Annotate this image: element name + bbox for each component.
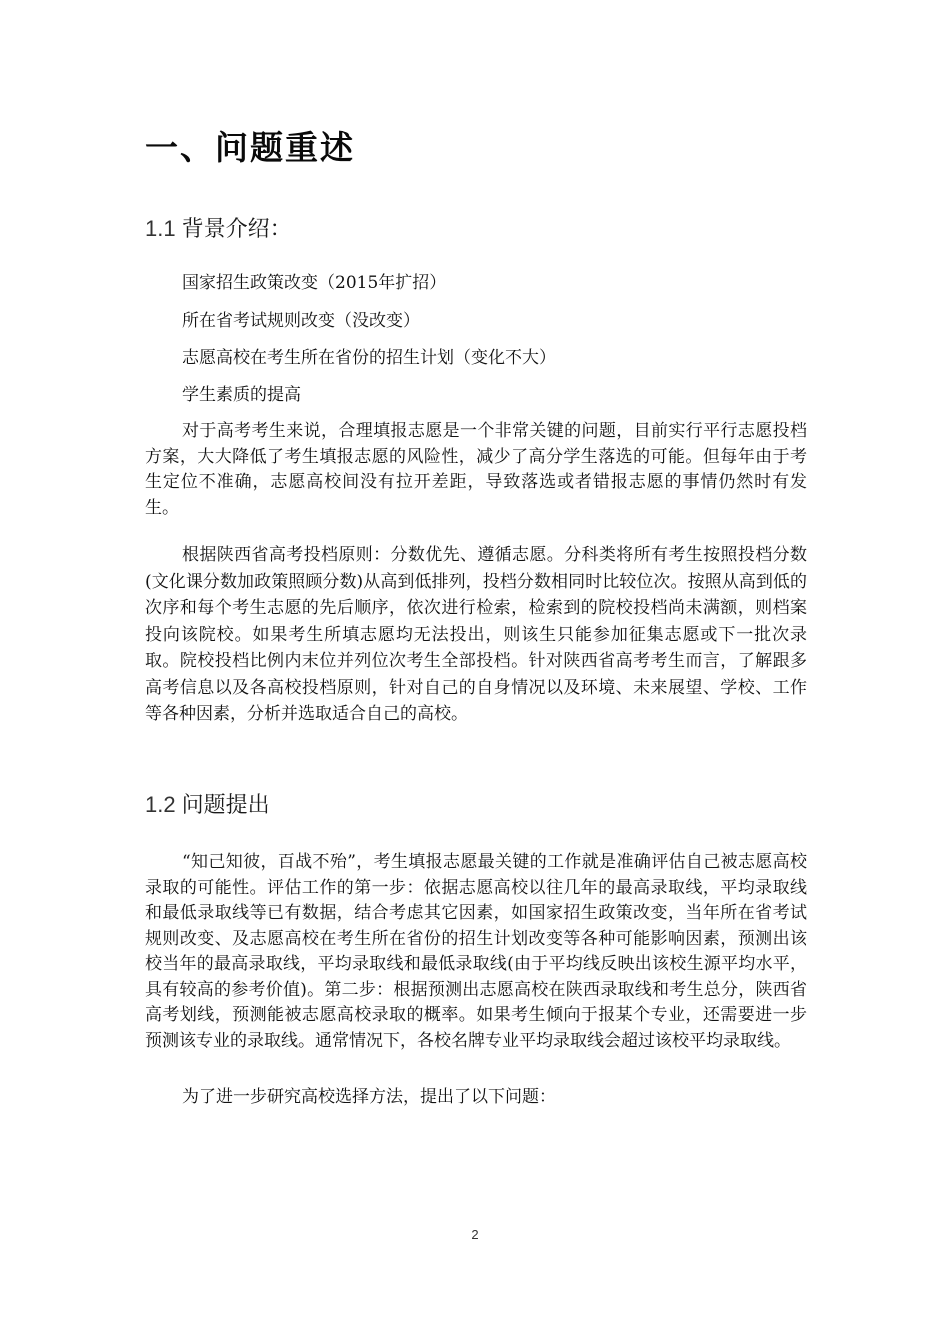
factor-item: 志愿高校在考生所在省份的招生计划（变化不大）	[182, 348, 556, 368]
paragraph-evaluation: “知己知彼，百战不殆”，考生填报志愿最关键的工作就是准确评估自己被志愿高校录取的可能性。评估工作的第一步：依据志愿高校以往几年的最高录取线，平均录取线和最低录取线等已有数据，结合考虑其它因素，如国家招生政策改变，当年所在省考试规则改变、及志愿高校在考生所在省份的招生计划改变等各种可能影响因素，预测出该校当年的最高录取线，平均录取线和最低录取线(由于平均线反映出该校生源平均水平，具有较高的参考价值)。第二步：根据预测出志愿高校在陕西录取线和考生总分，陕西省高考划线，预测能被志愿高校录取的概率。如果考生倾向于报某个专业，还需要进一步预测该专业的录取线。通常情况下，各校名牌专业平均录取线会超过该校平均录取线。	[145, 852, 807, 1051]
factor-item: 学生素质的提高	[182, 385, 301, 405]
section-number: 1.2	[145, 792, 176, 817]
section-title: 问题提出	[181, 793, 270, 818]
paragraph-admission-rules: 根据陕西省高考投档原则：分数优先、遵循志愿。分科类将所有考生按照投档分数(文化课分数加政策照顾分数)从高到低排列，投档分数相同时比较位次。按照从高到低的次序和每个考生志愿的先后顺序，依次进行检索，检索到的院校投档尚未满额，则档案投向该院校。如果考生所填志愿均无法投出，则该生只能参加征集志愿或下一批次录取。院校投档比例内末位并列位次考生全部投档。针对陕西省高考考生而言，了解跟多高考信息以及各高校投档原则，针对自己的自身情况以及环境、未来展望、学校、工作等各种因素，分析并选取适合自己的高校。	[145, 545, 807, 724]
section-number: 1.1	[145, 216, 176, 241]
section-title: 背景介绍：	[181, 217, 292, 242]
factor-item: 所在省考试规则改变（没改变）	[182, 311, 420, 331]
paragraph-intro: 对于高考考生来说，合理填报志愿是一个非常关键的问题，目前实行平行志愿投档方案，大大降低了考生填报志愿的风险性，减少了高分学生落选的可能。但每年由于考生定位不准确，志愿高校间没有拉开差距，导致落选或者错报志愿的事情仍然时有发生。	[145, 421, 807, 518]
section-heading-problem	[145, 788, 270, 819]
factor-item: 国家招生政策改变（2015年扩招）	[182, 273, 447, 293]
section-heading-background	[145, 212, 292, 243]
chapter-heading: 一、问题重述	[145, 128, 355, 167]
paragraph-questions-lead: 为了进一步研究高校选择方法，提出了以下问题：	[182, 1087, 556, 1107]
page-number: 2	[471, 1227, 479, 1242]
